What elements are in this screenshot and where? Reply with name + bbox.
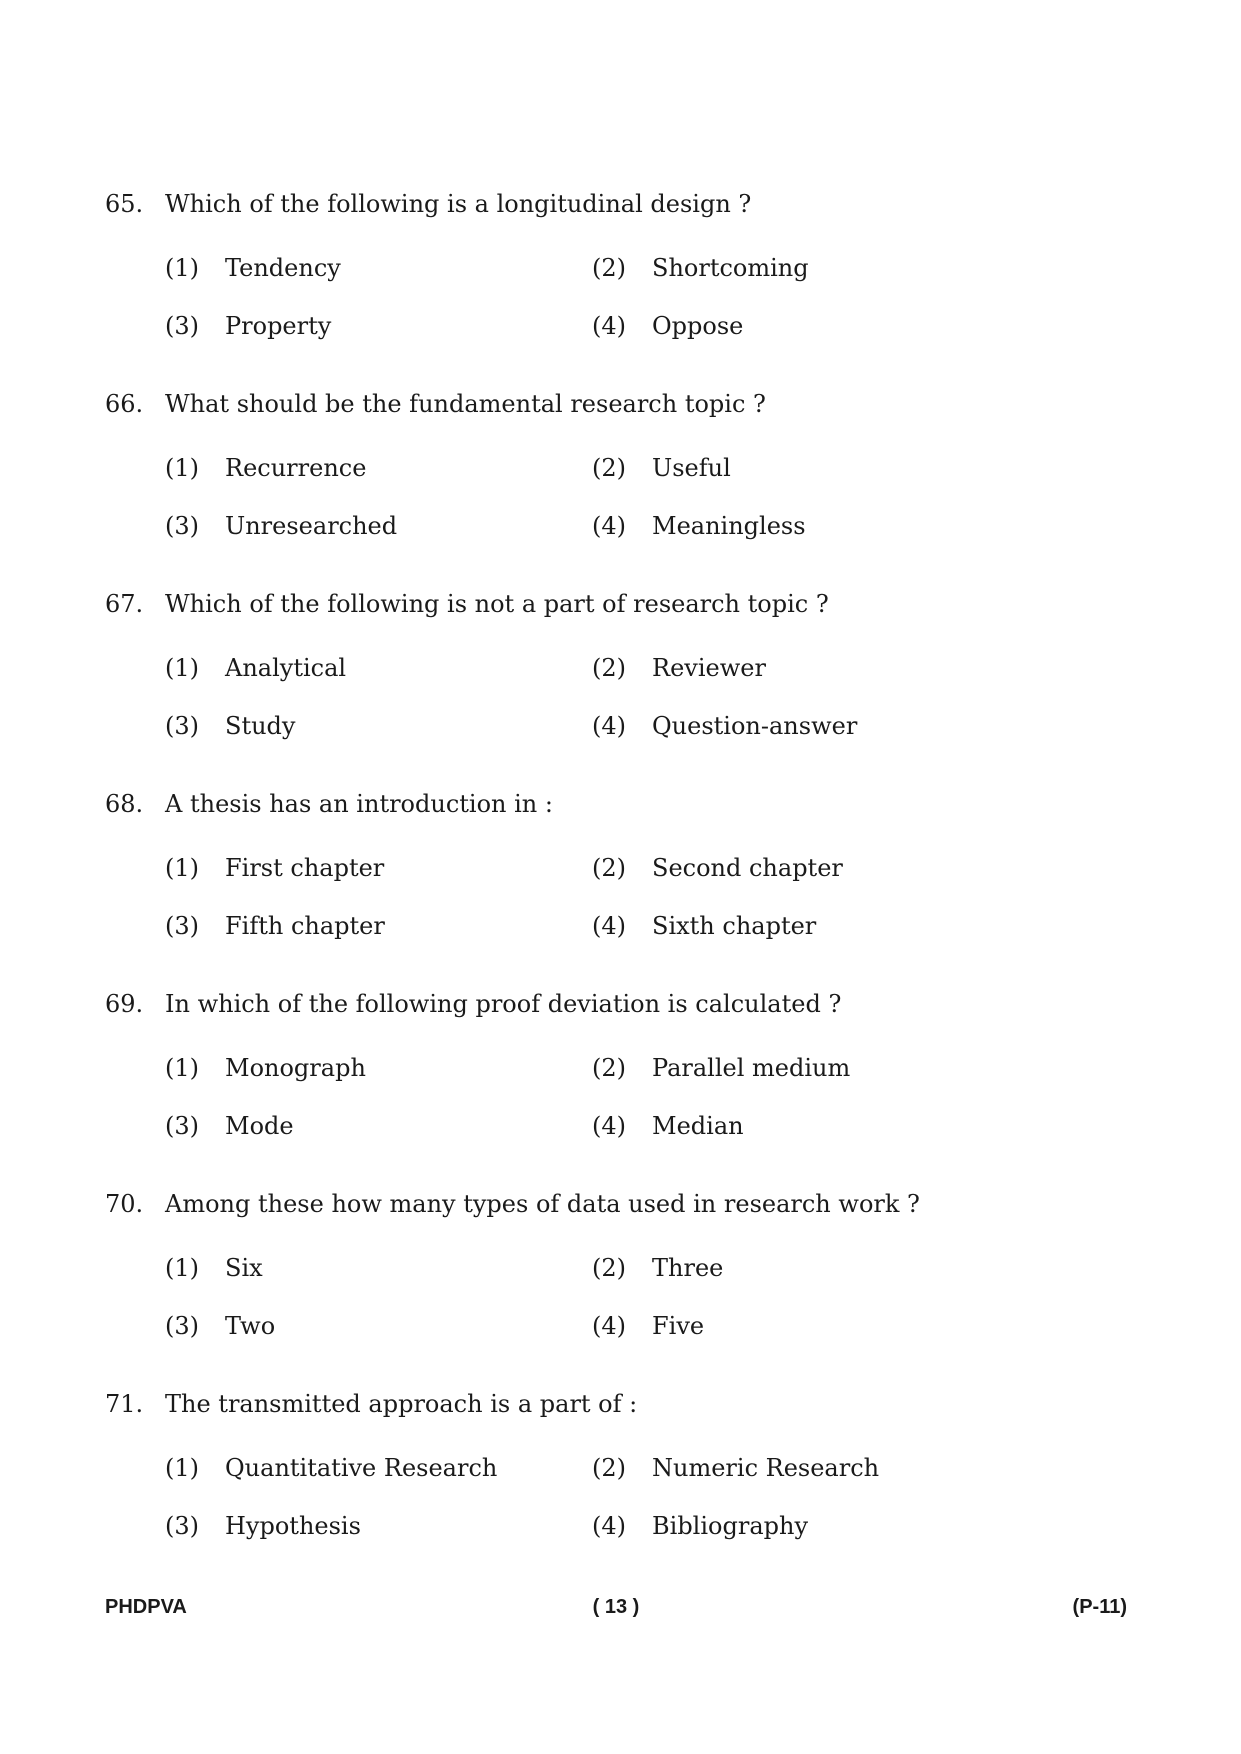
option-number: (4): [592, 912, 626, 940]
option-label: Second chapter: [652, 854, 843, 882]
option-label: Hypothesis: [225, 1512, 361, 1540]
option-label: Useful: [652, 454, 731, 482]
option-label: Numeric Research: [652, 1454, 880, 1482]
option-number: (1): [165, 1254, 199, 1282]
option-label: Two: [225, 1312, 276, 1340]
option-label: First chapter: [225, 854, 385, 882]
option-number: (3): [165, 312, 199, 340]
option-number: (3): [165, 1512, 199, 1540]
option-label: Parallel medium: [652, 1054, 851, 1082]
option-label: Mode: [225, 1112, 294, 1140]
question-text: In which of the following proof deviation is calculated ?: [165, 990, 842, 1018]
option-number: (1): [165, 1454, 199, 1482]
question-number: 71.: [105, 1390, 144, 1418]
question-number: 68.: [105, 790, 144, 818]
paper-set: (P-11): [1072, 1596, 1127, 1618]
question-text: Which of the following is not a part of research topic ?: [165, 590, 829, 618]
page-footer: [105, 1592, 1127, 1622]
option-number: (4): [592, 1112, 626, 1140]
option-number: (4): [592, 1312, 626, 1340]
option-number: (1): [165, 1054, 199, 1082]
option-number: (3): [165, 512, 199, 540]
option-number: (4): [592, 712, 626, 740]
option-label: Property: [225, 312, 332, 340]
option-label: Three: [652, 1254, 724, 1282]
option-label: Unresearched: [225, 512, 398, 540]
question-text: Among these how many types of data used in research work ?: [165, 1190, 920, 1218]
question-number: 70.: [105, 1190, 144, 1218]
question-71: [105, 1384, 1145, 1546]
option-label: Median: [652, 1112, 744, 1140]
option-number: (1): [165, 454, 199, 482]
option-label: Sixth chapter: [652, 912, 817, 940]
option-label: Shortcoming: [652, 254, 809, 282]
option-number: (2): [592, 454, 626, 482]
option-label: Recurrence: [225, 454, 367, 482]
option-number: (4): [592, 312, 626, 340]
option-label: Five: [652, 1312, 705, 1340]
question-number: 67.: [105, 590, 144, 618]
option-label: Analytical: [225, 654, 347, 682]
option-number: (3): [165, 712, 199, 740]
question-66: [105, 384, 1145, 546]
option-number: (3): [165, 1112, 199, 1140]
question-67: [105, 584, 1145, 746]
question-65: [105, 184, 1145, 346]
question-text: A thesis has an introduction in :: [165, 790, 553, 818]
option-label: Study: [225, 712, 296, 740]
option-label: Question-answer: [652, 712, 858, 740]
option-number: (3): [165, 1312, 199, 1340]
option-number: (2): [592, 1454, 626, 1482]
question-69: [105, 984, 1145, 1146]
option-label: Tendency: [225, 254, 341, 282]
option-number: (2): [592, 254, 626, 282]
option-label: Oppose: [652, 312, 744, 340]
option-number: (4): [592, 1512, 626, 1540]
exam-code: PHDPVA: [105, 1596, 187, 1618]
question-text: The transmitted approach is a part of :: [165, 1390, 638, 1418]
question-number: 65.: [105, 190, 144, 218]
option-number: (4): [592, 512, 626, 540]
option-label: Fifth chapter: [225, 912, 385, 940]
option-number: (2): [592, 854, 626, 882]
option-label: Monograph: [225, 1054, 366, 1082]
option-label: Meaningless: [652, 512, 806, 540]
page-number: ( 13 ): [592, 1596, 640, 1618]
option-number: (3): [165, 912, 199, 940]
question-text: Which of the following is a longitudinal design ?: [165, 190, 752, 218]
option-number: (2): [592, 654, 626, 682]
question-number: 66.: [105, 390, 144, 418]
question-68: [105, 784, 1145, 946]
question-70: [105, 1184, 1145, 1346]
option-number: (1): [165, 654, 199, 682]
option-label: Six: [225, 1254, 263, 1282]
option-number: (2): [592, 1254, 626, 1282]
question-text: What should be the fundamental research topic ?: [165, 390, 766, 418]
question-number: 69.: [105, 990, 144, 1018]
option-number: (2): [592, 1054, 626, 1082]
option-label: Reviewer: [652, 654, 766, 682]
option-number: (1): [165, 854, 199, 882]
option-number: (1): [165, 254, 199, 282]
option-label: Quantitative Research: [225, 1454, 498, 1482]
option-label: Bibliography: [652, 1512, 808, 1540]
